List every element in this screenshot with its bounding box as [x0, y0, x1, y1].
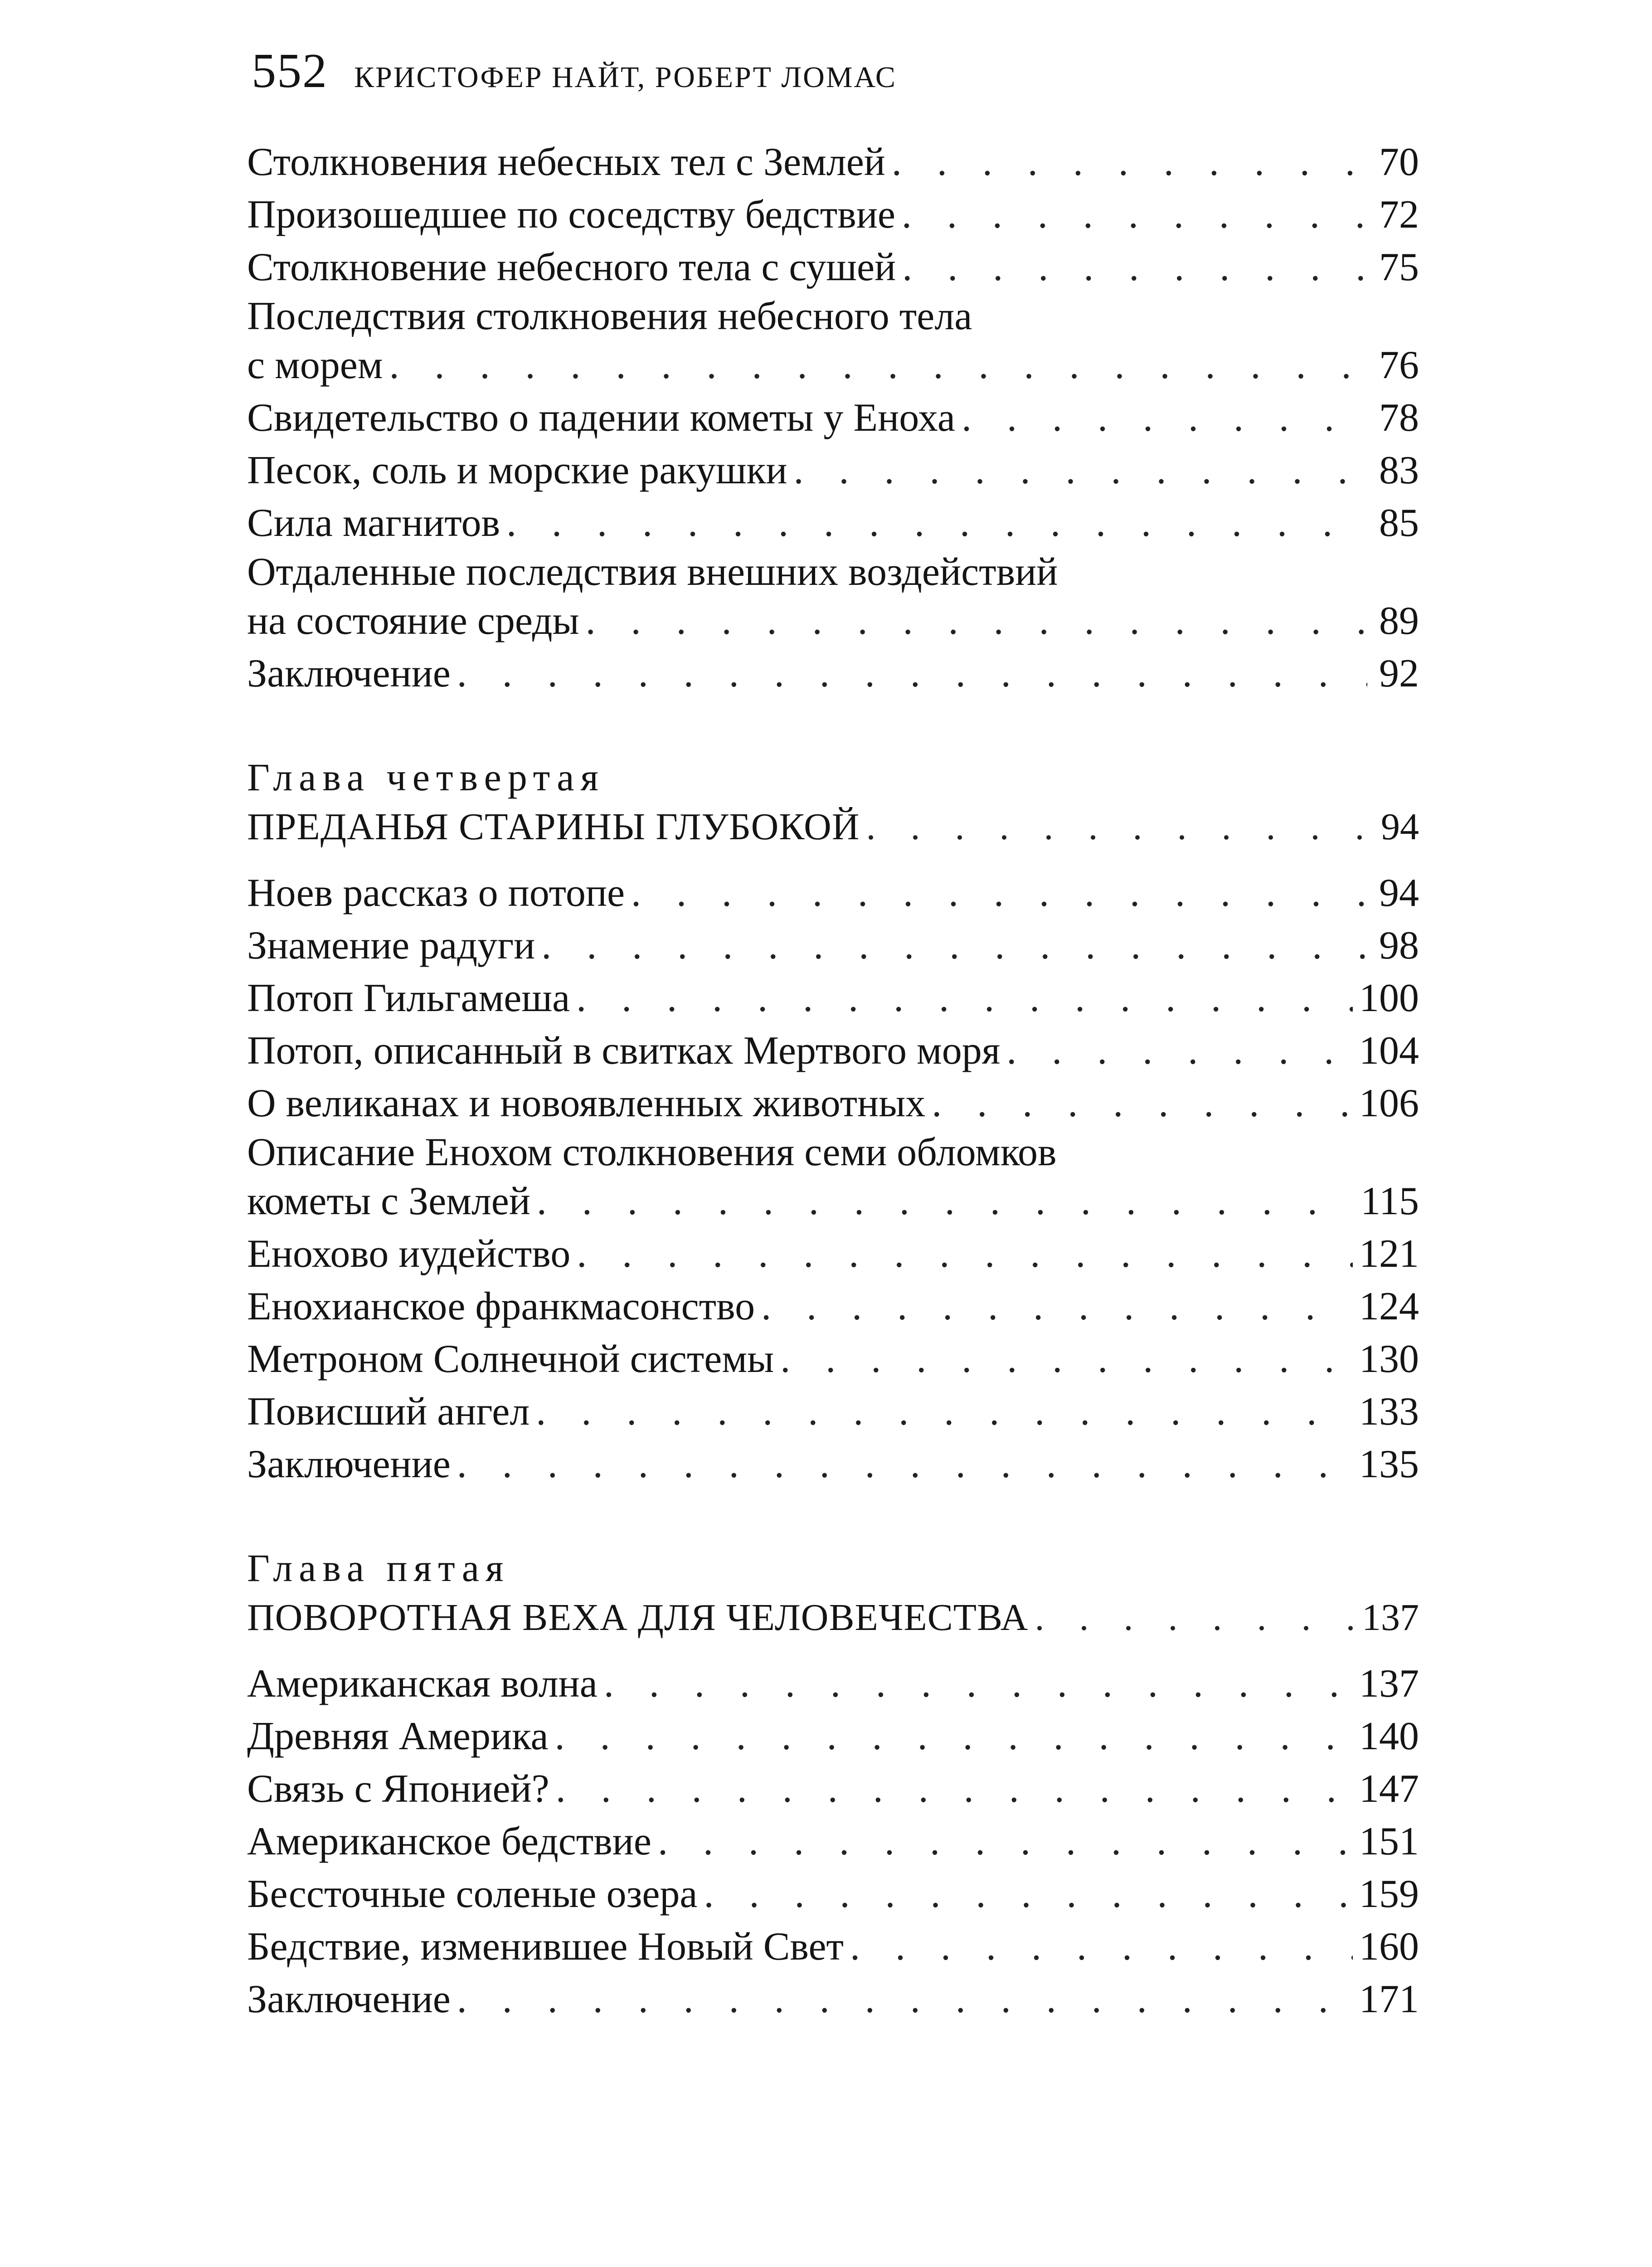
toc-entry-title: кометы с Землей — [247, 1179, 530, 1223]
toc-entry — [247, 392, 1419, 444]
dot-leader — [1006, 1025, 1353, 1077]
toc-entry-line — [247, 497, 1419, 550]
dot-leader — [962, 392, 1367, 444]
toc-entry-line — [247, 647, 1419, 700]
toc-entry — [247, 647, 1419, 700]
chapter-page: 137 — [1362, 1596, 1419, 1639]
toc-entry-line — [247, 1228, 1419, 1280]
toc-entry — [247, 241, 1419, 294]
toc-entry-line — [247, 1868, 1419, 1921]
toc-entry-title: Столкновения небесных тел с Землей — [247, 140, 885, 184]
toc-entry-title: Последствия столкновения небесного тела — [247, 294, 972, 338]
toc-entry-page: 75 — [1379, 245, 1419, 289]
toc-entry-line — [247, 1333, 1419, 1386]
toc-entry — [247, 550, 1419, 647]
dot-leader — [577, 1228, 1353, 1280]
toc-entry — [247, 1815, 1419, 1868]
dot-leader — [556, 1763, 1353, 1815]
toc-entry-line — [247, 550, 1419, 595]
chapter-label: Глава четвертая — [247, 755, 605, 799]
toc-entry-line — [247, 1280, 1419, 1333]
toc-entry-line — [247, 595, 1419, 647]
chapter-title: ПРЕДАНЬЯ СТАРИНЫ ГЛУБОКОЙ — [247, 806, 860, 848]
toc-entry — [247, 1077, 1419, 1130]
toc-entry-page: 171 — [1359, 1977, 1419, 2021]
toc-entry-page: 137 — [1359, 1662, 1419, 1706]
toc-entry-title: Бессточные соленые озера — [247, 1872, 698, 1916]
toc-entry-page: 104 — [1359, 1029, 1419, 1073]
toc-entry — [247, 136, 1419, 189]
toc-entry-page: 160 — [1359, 1925, 1419, 1969]
dot-leader — [932, 1077, 1353, 1130]
toc-entry-title: Сила магнитов — [247, 501, 500, 545]
toc-entry-line — [247, 1815, 1419, 1868]
toc-entry — [247, 919, 1419, 972]
dot-leader — [780, 1333, 1353, 1386]
toc-entry-title: Заключение — [247, 1977, 451, 2021]
dot-leader — [866, 800, 1368, 854]
dot-leader — [892, 136, 1367, 189]
toc-entry — [247, 1386, 1419, 1438]
toc-entry-page: 115 — [1360, 1179, 1419, 1223]
toc-entry-page: 76 — [1379, 343, 1419, 387]
toc-entry-title: Бедствие, изменившее Новый Свет — [247, 1925, 844, 1969]
toc-entry — [247, 1710, 1419, 1763]
toc-entry — [247, 1763, 1419, 1815]
toc-entry-title: Енохианское франкмасонство — [247, 1284, 755, 1328]
chapter-section — [247, 754, 1419, 1491]
dot-leader — [576, 972, 1353, 1025]
toc-entry-line — [247, 241, 1419, 294]
toc-entry-line — [247, 972, 1419, 1025]
toc-entry — [247, 497, 1419, 550]
toc-entry — [247, 189, 1419, 241]
dot-leader — [704, 1868, 1353, 1921]
dot-leader — [506, 497, 1367, 550]
toc-entry-line — [247, 1658, 1419, 1710]
toc-entry-page: 140 — [1359, 1714, 1419, 1758]
toc-entry-page: 89 — [1379, 599, 1419, 643]
toc-entry-title: Песок, соль и морские ракушки — [247, 448, 787, 492]
dot-leader — [902, 241, 1367, 294]
toc-entry-page: 130 — [1359, 1337, 1419, 1381]
toc-entry — [247, 1025, 1419, 1077]
dot-leader — [536, 1386, 1353, 1438]
toc-entry-title: Свидетельство о падении кометы у Еноха — [247, 396, 955, 440]
dot-leader — [537, 1175, 1354, 1228]
toc-entry-page: 147 — [1359, 1767, 1419, 1811]
toc-entry-line — [247, 1025, 1419, 1077]
toc-entry-line — [247, 1438, 1419, 1491]
toc-entry-line — [247, 1973, 1419, 2026]
toc-entry — [247, 1921, 1419, 1973]
toc-entry — [247, 1438, 1419, 1491]
toc-entry-title: на состояние среды — [247, 599, 579, 643]
chapter-title-line — [247, 1591, 1419, 1645]
toc-entry-title: Ноев рассказ о потопе — [247, 871, 625, 915]
toc-entry — [247, 1280, 1419, 1333]
toc-entry-page: 106 — [1359, 1081, 1419, 1125]
chapter-label: Глава пятая — [247, 1546, 510, 1590]
toc-entry-page: 159 — [1359, 1872, 1419, 1916]
toc-entry-page: 133 — [1359, 1390, 1419, 1434]
toc-entry-title: Американская волна — [247, 1662, 598, 1706]
toc-entry-title: Повисший ангел — [247, 1390, 530, 1434]
toc-entry-title: Древняя Америка — [247, 1714, 549, 1758]
dot-leader — [1035, 1591, 1356, 1645]
chapter-title: ПОВОРОТНАЯ ВЕХА ДЛЯ ЧЕЛОВЕЧЕСТВА — [247, 1596, 1029, 1639]
toc-entry-page: 151 — [1359, 1819, 1419, 1863]
toc-entry-page: 92 — [1379, 652, 1419, 696]
toc-entry-title: с морем — [247, 343, 383, 387]
dot-leader — [850, 1921, 1353, 1973]
toc-entry-title: Американское бедствие — [247, 1819, 651, 1863]
running-head — [252, 43, 897, 102]
toc-entry-line — [247, 867, 1419, 919]
toc-entry-line — [247, 294, 1419, 339]
toc-entry-line — [247, 1921, 1419, 1973]
toc-entry-page: 78 — [1379, 396, 1419, 440]
dot-leader — [457, 1973, 1353, 2026]
dot-leader — [604, 1658, 1353, 1710]
toc-entry-page: 85 — [1379, 501, 1419, 545]
toc-entry — [247, 1868, 1419, 1921]
dot-leader — [658, 1815, 1353, 1868]
toc-entry — [247, 972, 1419, 1025]
toc-entry-page: 135 — [1359, 1442, 1419, 1486]
toc-entry-page: 100 — [1359, 976, 1419, 1020]
toc-entry-line — [247, 392, 1419, 444]
toc-entry-line — [247, 1386, 1419, 1438]
dot-leader — [389, 339, 1368, 392]
toc-entry-page: 72 — [1379, 193, 1419, 237]
chapter-section — [247, 1545, 1419, 2026]
toc-entry-title: Енохово иудейство — [247, 1232, 571, 1276]
toc-entry-title: Потоп Гильгамеша — [247, 976, 570, 1020]
dot-leader — [555, 1710, 1353, 1763]
dot-leader — [761, 1280, 1353, 1333]
toc-entry-line — [247, 339, 1419, 392]
toc-entry — [247, 444, 1419, 497]
dot-leader — [631, 867, 1367, 919]
toc-entry-line — [247, 1710, 1419, 1763]
chapter-title-line — [247, 800, 1419, 854]
toc-entry-page: 98 — [1379, 924, 1419, 968]
toc-entry-line — [247, 919, 1419, 972]
toc-entry-title: Заключение — [247, 652, 451, 696]
toc-entry-title: Произошедшее по соседству бедствие — [247, 193, 895, 237]
toc-entry-title: Заключение — [247, 1442, 451, 1486]
toc-entry-page: 70 — [1379, 140, 1419, 184]
dot-leader — [457, 647, 1367, 700]
table-of-contents — [247, 136, 1419, 2026]
toc-entry-line — [247, 189, 1419, 241]
toc-entry-line — [247, 444, 1419, 497]
dot-leader — [457, 1438, 1353, 1491]
page-number: 552 — [252, 44, 328, 98]
toc-entry-title: Отдаленные последствия внешних воздействий — [247, 550, 1058, 594]
toc-entry — [247, 294, 1419, 392]
toc-entry-title: Метроном Солнечной системы — [247, 1337, 774, 1381]
toc-entry-line — [247, 1175, 1419, 1228]
toc-entry-page: 83 — [1379, 448, 1419, 492]
toc-entry-page: 124 — [1359, 1284, 1419, 1328]
dot-leader — [793, 444, 1367, 497]
toc-entry-page: 121 — [1359, 1232, 1419, 1276]
dot-leader — [902, 189, 1367, 241]
toc-entry — [247, 1333, 1419, 1386]
toc-entry-line — [247, 1130, 1419, 1175]
toc-entry-line — [247, 1077, 1419, 1130]
toc-entry-title: Описание Енохом столкновения семи обломков — [247, 1130, 1057, 1174]
toc-entry — [247, 867, 1419, 919]
toc-entry-title: О великанах и новоявленных животных — [247, 1081, 926, 1125]
toc-entry-line — [247, 136, 1419, 189]
toc-entry-title: Связь с Японией? — [247, 1767, 549, 1811]
toc-entry — [247, 1973, 1419, 2026]
dot-leader — [586, 595, 1367, 647]
toc-entry — [247, 1228, 1419, 1280]
toc-entry-line — [247, 1763, 1419, 1815]
toc-entry-title: Знамение радуги — [247, 924, 535, 968]
toc-entry — [247, 1130, 1419, 1228]
dot-leader — [541, 919, 1367, 972]
chapter-page: 94 — [1381, 806, 1419, 848]
toc-entry — [247, 1658, 1419, 1710]
toc-entry-title: Потоп, описанный в свитках Мертвого моря — [247, 1029, 1001, 1073]
toc-entry-title: Столкновение небесного тела с сушей — [247, 245, 896, 289]
toc-entry-page: 94 — [1379, 871, 1419, 915]
running-title: КРИСТОФЕР НАЙТ, РОБЕРТ ЛОМАС — [354, 61, 897, 94]
